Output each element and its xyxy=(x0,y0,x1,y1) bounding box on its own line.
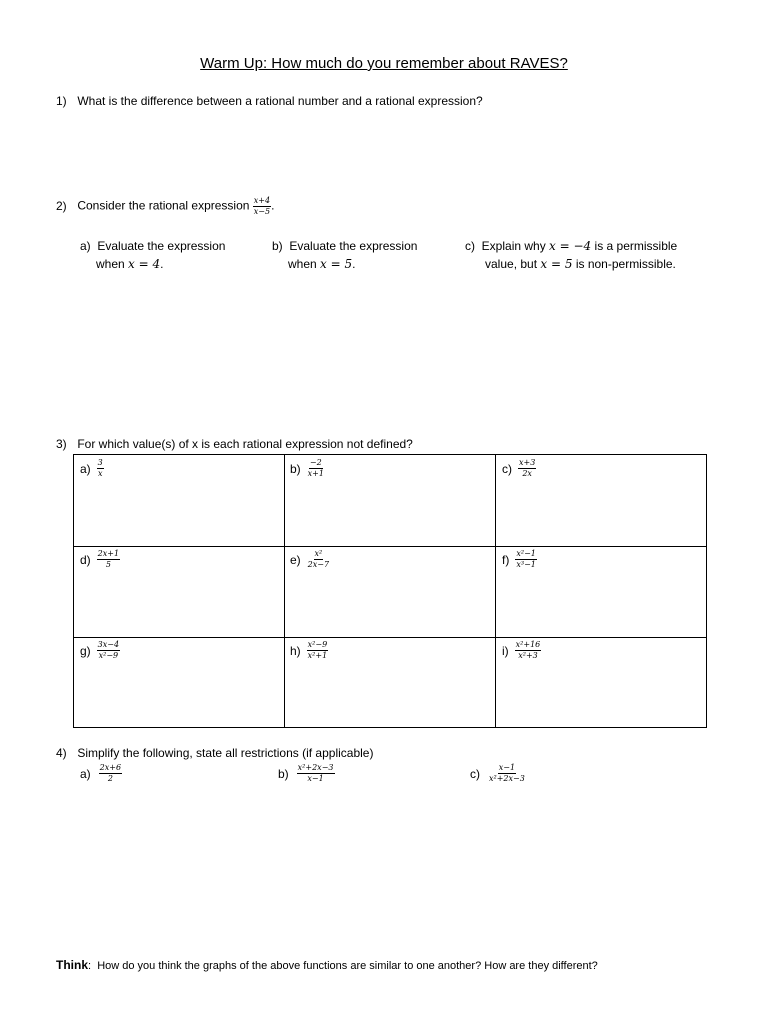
part-line1-pre: Explain why xyxy=(481,239,546,253)
fraction-denominator: x²−9 xyxy=(98,651,119,660)
part-line2-post: is non-permissible. xyxy=(575,257,676,271)
part-line2-pre: value, but xyxy=(485,257,538,271)
question-2 xyxy=(56,196,274,217)
cell-fraction xyxy=(97,458,104,479)
part-label: b) xyxy=(272,239,283,253)
part-line2-post: . xyxy=(352,257,356,271)
question-2b xyxy=(272,237,417,273)
part-label: a) xyxy=(80,239,91,253)
cell-label: b) xyxy=(290,461,301,476)
cell-fraction xyxy=(97,640,120,661)
fraction-denominator: x−1 xyxy=(307,774,324,783)
fraction-denominator: x²+2x−3 xyxy=(489,774,525,783)
fraction-denominator: x−5 xyxy=(253,207,271,216)
question-4 xyxy=(56,746,373,760)
fraction-numerator: 2x+6 xyxy=(99,763,122,772)
fraction-denominator: 2x−7 xyxy=(307,560,330,569)
fraction-numerator: 3x−4 xyxy=(97,640,120,649)
cell-fraction xyxy=(518,458,536,479)
fraction-numerator: x²−9 xyxy=(307,640,328,649)
question-1 xyxy=(56,94,483,108)
cell-fraction xyxy=(515,640,542,661)
think-colon: : xyxy=(88,960,92,972)
part-line1: Evaluate the expression xyxy=(289,239,418,253)
cell-fraction xyxy=(307,458,325,479)
table-cell-g xyxy=(80,640,120,661)
fraction-numerator: x²+16 xyxy=(515,640,541,649)
fraction-numerator: 3 xyxy=(97,458,103,467)
part-line1: Evaluate the expression xyxy=(97,239,226,253)
question-1-text: What is the difference between a rational number and a rational expression? xyxy=(77,94,483,108)
part-line2-math: x = 5 xyxy=(320,257,353,271)
fraction-denominator: x²+3 xyxy=(518,651,538,660)
question-4c xyxy=(470,763,526,784)
item-label: a) xyxy=(80,766,91,781)
table-cell-i xyxy=(502,640,541,661)
item-fraction xyxy=(99,763,122,784)
fraction-numerator: x−1 xyxy=(498,763,516,772)
cell-label: e) xyxy=(290,552,301,567)
table-cell-d xyxy=(80,549,120,570)
part-line2-math: x = 5 xyxy=(540,257,573,271)
part-label: c) xyxy=(465,239,475,253)
fraction-numerator: x+3 xyxy=(519,458,536,467)
part-line2-pre: when xyxy=(288,257,317,271)
item-label: c) xyxy=(470,766,480,781)
question-2c xyxy=(465,237,677,273)
answer-table xyxy=(73,454,707,728)
fraction-denominator: 2x xyxy=(522,469,532,478)
cell-fraction xyxy=(97,549,120,570)
table-cell-e xyxy=(290,549,330,570)
think-text: How do you think the graphs of the above functions are similar to one another? How are they different? xyxy=(97,960,598,972)
table-cell-f xyxy=(502,549,537,570)
fraction-numerator: x²+2x−3 xyxy=(297,763,334,772)
item-fraction xyxy=(488,763,526,784)
question-2-end: . xyxy=(271,198,275,213)
question-3-number: 3) xyxy=(56,437,67,451)
question-1-number: 1) xyxy=(56,94,67,108)
question-2a xyxy=(80,237,225,273)
think-label: Think xyxy=(56,958,88,972)
cell-label: c) xyxy=(502,461,512,476)
cell-fraction xyxy=(307,640,329,661)
fraction-numerator: x²−1 xyxy=(516,549,536,558)
question-2-number: 2) xyxy=(56,198,67,213)
fraction-numerator: x+4 xyxy=(253,196,271,205)
cell-label: h) xyxy=(290,643,301,658)
question-2-text: Consider the rational expression xyxy=(77,198,250,213)
table-cell-a xyxy=(80,458,104,479)
question-2-expression xyxy=(253,196,271,217)
table-divider xyxy=(74,637,706,638)
fraction-numerator: 2x+1 xyxy=(97,549,120,558)
cell-fraction xyxy=(307,549,330,570)
page-title: Warm Up: How much do you remember about RAVES? xyxy=(200,55,568,72)
part-line1-post: is a permissible xyxy=(594,239,678,253)
part-line2-post: . xyxy=(160,257,164,271)
cell-fraction xyxy=(515,549,537,570)
table-divider xyxy=(495,455,496,727)
table-cell-h xyxy=(290,640,328,661)
fraction-denominator: 2 xyxy=(107,774,113,783)
cell-label: a) xyxy=(80,461,91,476)
part-line1-math: x = −4 xyxy=(549,239,592,253)
fraction-numerator: x² xyxy=(314,549,323,558)
question-3-text: For which value(s) of x is each rational expression not defined? xyxy=(77,437,413,451)
table-divider xyxy=(74,546,706,547)
fraction-numerator: −2 xyxy=(309,458,322,467)
fraction-denominator: x xyxy=(97,469,103,478)
cell-label: d) xyxy=(80,552,91,567)
cell-label: i) xyxy=(502,643,509,658)
table-cell-c xyxy=(502,458,536,479)
fraction-denominator: 5 xyxy=(105,560,111,569)
question-4b xyxy=(278,763,335,784)
cell-label: g) xyxy=(80,643,91,658)
fraction-denominator: x²+1 xyxy=(307,651,328,660)
question-4-number: 4) xyxy=(56,746,67,760)
table-cell-b xyxy=(290,458,325,479)
table-divider xyxy=(284,455,285,727)
fraction-denominator: x³−1 xyxy=(516,560,536,569)
part-line2-pre: when xyxy=(96,257,125,271)
question-4-text: Simplify the following, state all restrictions (if applicable) xyxy=(77,746,374,760)
item-label: b) xyxy=(278,766,289,781)
item-fraction xyxy=(297,763,335,784)
question-4a xyxy=(80,763,122,784)
cell-label: f) xyxy=(502,552,510,567)
part-line2-math: x = 4 xyxy=(128,257,161,271)
think-prompt xyxy=(56,958,598,972)
question-3 xyxy=(56,437,413,451)
fraction-denominator: x+1 xyxy=(307,469,324,478)
